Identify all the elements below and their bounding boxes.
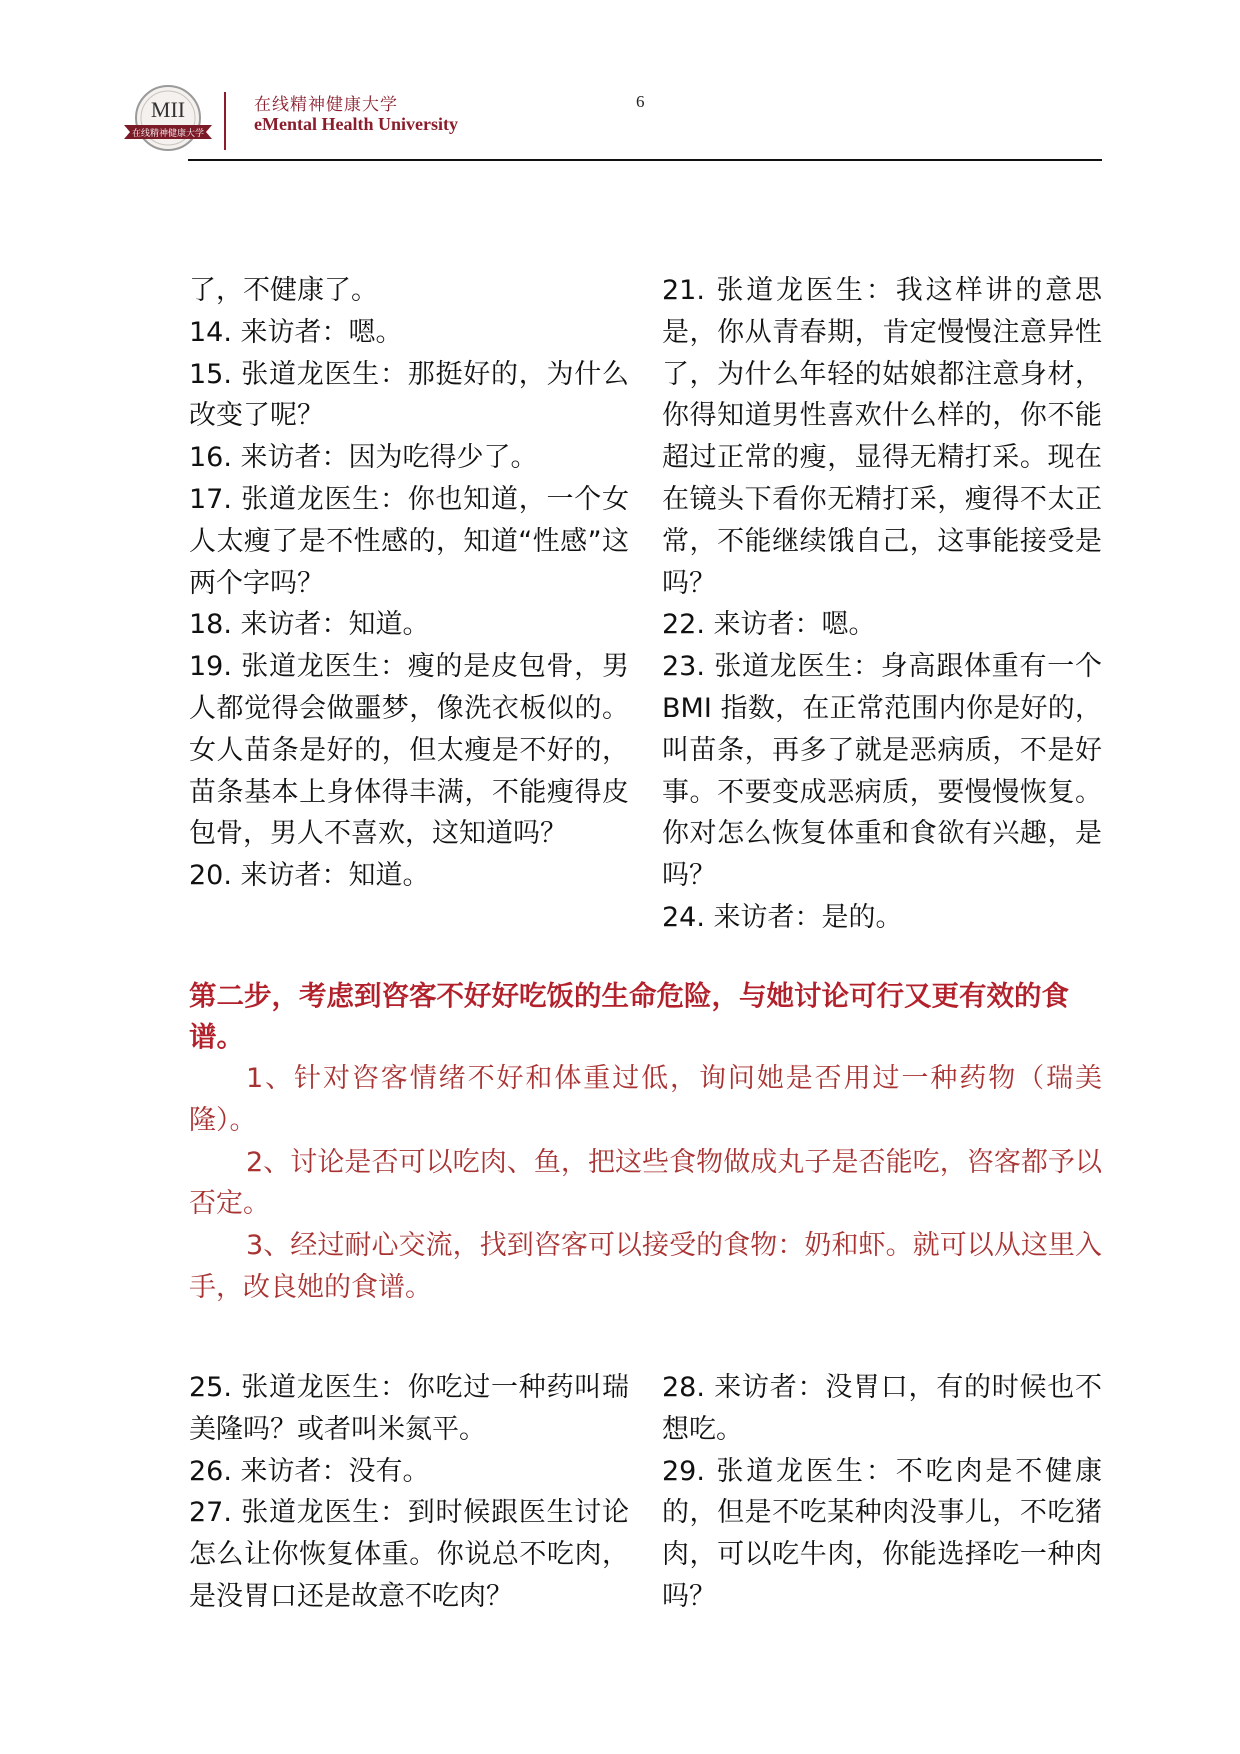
step-item: 2、讨论是否可以吃肉、鱼，把这些食物做成丸子是否能吃，咨客都予以否定。	[189, 1146, 1102, 1220]
dialogue-column-right	[662, 270, 1102, 939]
dialogue-line: 29. 张道龙医生：不吃肉是不健康的，但是不吃某种肉没事儿，不吃猪肉，可以吃牛肉，你能选择吃一种肉吗？	[662, 1455, 1102, 1612]
logo-ribbon-text: 在线精神健康大学	[131, 129, 205, 139]
header-divider	[224, 92, 226, 150]
logo-mark: MII	[150, 97, 186, 122]
step-two-section	[189, 976, 1102, 1309]
dialogue-line: 28. 来访者：没胃口，有的时候也不想吃。	[662, 1372, 1102, 1445]
page-number: 6	[636, 92, 645, 111]
step-item: 3、经过耐心交流，找到咨客可以接受的食物：奶和虾。就可以从这里入手，改良她的食谱。	[189, 1230, 1102, 1303]
dialogue-column-left	[189, 270, 629, 939]
university-name-en: eMental Health University	[254, 114, 458, 134]
university-logo	[124, 84, 212, 156]
dialogue-line: 18. 来访者：知道。	[189, 609, 430, 641]
dialogue-line: 27. 张道龙医生：到时候跟医生讨论怎么让你恢复体重。你说总不吃肉，是没胃口还是故意不吃肉？	[189, 1497, 629, 1612]
dialogue-line: 16. 来访者：因为吃得少了。	[189, 442, 538, 474]
dialogue-line: 25. 张道龙医生：你吃过一种药叫瑞美隆吗？或者叫米氮平。	[189, 1372, 629, 1445]
dialogue-section-2	[189, 1367, 1102, 1618]
header-rule	[188, 159, 1102, 161]
dialogue-line: 21. 张道龙医生：我这样讲的意思是，你从青春期，肯定慢慢注意异性了，为什么年轻的姑娘都注意身材，你得知道男性喜欢什么样的，你不能超过正常的瘦，显得无精打采。现在在镜头下看你无精打采，瘦得不太正常，不能继续饿自己，这事能接受是吗？	[662, 275, 1102, 599]
page-header	[0, 0, 1240, 170]
dialogue-line: 14. 来访者：嗯。	[189, 316, 403, 348]
dialogue-line: 了，不健康了。	[189, 275, 378, 306]
dialogue-line: 24. 来访者：是的。	[662, 901, 903, 933]
dialogue-line: 26. 来访者：没有。	[189, 1455, 430, 1487]
dialogue-column-right	[662, 1367, 1102, 1618]
dialogue-column-left	[189, 1367, 629, 1618]
dialogue-line: 19. 张道龙医生：瘦的是皮包骨，男人都觉得会做噩梦，像洗衣板似的。女人苗条是好的，但太瘦是不好的，苗条基本上身体得丰满，不能瘦得皮包骨，男人不喜欢，这知道吗？	[189, 651, 629, 850]
dialogue-line: 22. 来访者：嗯。	[662, 609, 876, 641]
dialogue-line: 20. 来访者：知道。	[189, 860, 430, 892]
university-name-cn: 在线精神健康大学	[254, 95, 398, 115]
dialogue-line: 23. 张道龙医生：身高跟体重有一个 BMI 指数，在正常范围内你是好的，叫苗条，再多了就是恶病质，不是好事。不要变成恶病质，要慢慢恢复。你对怎么恢复体重和食欲有兴趣，是吗？	[662, 651, 1102, 892]
step-heading: 第二步，考虑到咨客不好好吃饭的生命危险，与她讨论可行又更有效的食谱。	[189, 980, 1069, 1053]
step-item: 1、针对咨客情绪不好和体重过低，询问她是否用过一种药物（瑞美隆）。	[189, 1063, 1102, 1136]
dialogue-line: 17. 张道龙医生：你也知道，一个女人太瘦了是不性感的，知道“性感”这两个字吗？	[189, 483, 629, 599]
dialogue-line: 15. 张道龙医生：那挺好的，为什么改变了呢？	[189, 358, 629, 432]
dialogue-section-1	[189, 270, 1102, 939]
